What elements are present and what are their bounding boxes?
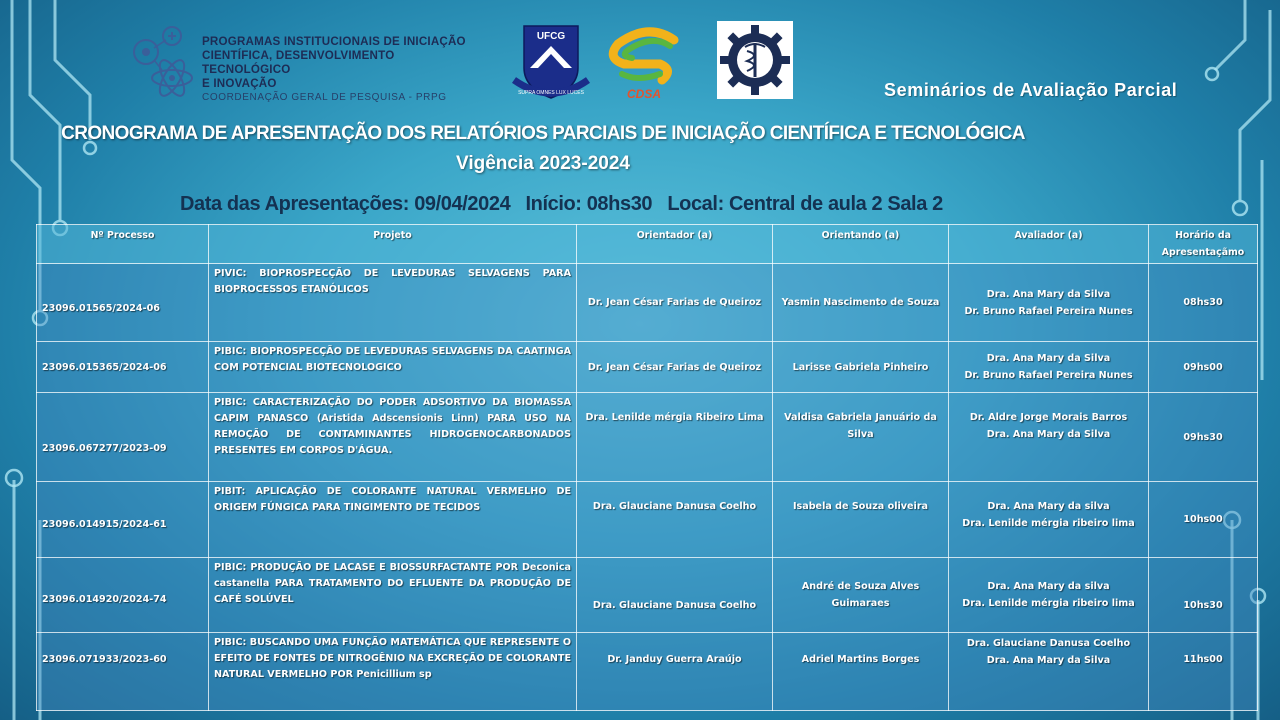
avaliador-2: Dra. Lenilde mérgia ribeiro lima: [962, 518, 1135, 529]
presentation-info: [180, 193, 953, 216]
projeto-cell: PIBIC: PRODUÇÃO DE LACASE E BIOSSURFACTANTE POR Deconica castanella PARA TRATAMENTO DO EFLUENTE DA PRODUÇÃO DE CAFÉ SOLÚVEL: [209, 558, 577, 633]
orientando-cell: Larisse Gabriela Pinheiro: [773, 342, 949, 393]
horario-cell: 09hs00: [1149, 342, 1258, 393]
table-header-row: [37, 225, 1258, 264]
avaliador-2: Dra. Ana Mary da Silva: [986, 655, 1111, 666]
horario-cell: 08hs30: [1149, 264, 1258, 342]
cdsa-text: CDSA: [626, 87, 662, 101]
header-processo: Nº Processo: [37, 225, 209, 264]
orientador-cell: Dra. Glauciane Danusa Coelho: [577, 482, 773, 558]
avaliador-1: Dra. Ana Mary da silva: [987, 581, 1110, 592]
table-row: [37, 482, 1258, 558]
horario-cell: 10hs00: [1149, 482, 1258, 558]
table-row: [37, 393, 1258, 482]
engineering-gear-logo: [717, 21, 793, 99]
orientador-cell: Dr. Jean César Farias de Queiroz: [577, 264, 773, 342]
avaliador-cell: [949, 342, 1149, 393]
avaliador-1: Dra. Ana Mary da Silva: [986, 288, 1111, 300]
presentation-location: Local: Central de aula 2 Sala 2: [667, 193, 943, 215]
processo-cell: 23096.01565/2024-06: [37, 264, 209, 342]
presentation-date: Data das Apresentações: 09/04/2024: [180, 193, 511, 215]
avaliador-1: Dr. Aldre Jorge Morais Barros: [969, 412, 1128, 423]
processo-cell: 23096.067277/2023-09: [37, 393, 209, 482]
horario-cell: 11hs00: [1149, 633, 1258, 711]
processo-cell: 23096.071933/2023-60: [37, 633, 209, 711]
avaliador-2: Dra. Lenilde mérgia ribeiro lima: [962, 598, 1135, 609]
header-orientador: Orientador (a): [577, 225, 773, 264]
avaliador-cell: [949, 482, 1149, 558]
ufcg-text: UFCG: [536, 31, 566, 42]
avaliador-1: Dra. Ana Mary da Silva: [986, 353, 1111, 364]
avaliador-2: Dra. Ana Mary da Silva: [986, 429, 1111, 440]
avaliador-cell: [949, 558, 1149, 633]
projeto-cell: PIBIC: CARACTERIZAÇÃO DO PODER ADSORTIVO DA BIOMASSA CAPIM PANASCO (Aristida Adscensionis Linn) PARA USO NA REMOÇÃO DE CONTAMINANTES HIDROGENOCARBONADOS PRESENTES EM CORPOS D'ÁGUA.: [209, 393, 577, 482]
horario-cell: 09hs30: [1149, 393, 1258, 482]
science-atom-icon: [128, 22, 198, 100]
projeto-cell: PIBIC: BUSCANDO UMA FUNÇÃO MATEMÁTICA QUE REPRESENTE O EFEITO DE FONTES DE NITROGÊNIO NA EXCREÇÃO DE COLORANTE NATURAL VERMELHO POR Penicillium sp: [209, 633, 577, 711]
schedule-table: [36, 224, 1258, 711]
header-horario: Horário da Apresentaçãmo: [1149, 225, 1258, 264]
avaliador-cell: [949, 393, 1149, 482]
orientando-cell: Valdisa Gabriela Januário da Silva: [773, 393, 949, 482]
processo-cell: 23096.014920/2024-74: [37, 558, 209, 633]
gear-icon: [717, 21, 793, 99]
table-row: [37, 264, 1258, 342]
header-projeto: Projeto: [209, 225, 577, 264]
vigencia-label: Vigência 2023-2024: [456, 153, 630, 174]
orientando-cell: Adriel Martins Borges: [773, 633, 949, 711]
avaliador-cell: [949, 264, 1149, 342]
table-row: [37, 342, 1258, 393]
projeto-cell: PIBIC: BIOPROSPECÇÃO DE LEVEDURAS SELVAGENS DA CAATINGA COM POTENCIAL BIOTECNOLOGICO: [209, 342, 577, 393]
logo-line-2: CIENTÍFICA, DESENVOLVIMENTO TECNOLÓGICO: [202, 49, 395, 76]
table-row: [37, 558, 1258, 633]
presentation-start: Início: 08hs30: [525, 193, 653, 215]
header-avaliador: Avaliador (a): [949, 225, 1149, 264]
header-orientando: Orientando (a): [773, 225, 949, 264]
processo-cell: 23096.014915/2024-61: [37, 482, 209, 558]
orientando-cell: Yasmin Nascimento de Souza: [773, 264, 949, 342]
table-row: [37, 633, 1258, 711]
cdsa-logo: [604, 24, 684, 102]
avaliador-cell: [949, 633, 1149, 711]
logo-subtitle: COORDENAÇÃO GERAL DE PESQUISA - PRPG: [202, 92, 447, 103]
projeto-cell: PIVIC: BIOPROSPECÇÃO DE LEVEDURAS SELVAGENS PARA BIOPROCESSOS ETANÓLICOS: [209, 264, 577, 342]
avaliador-2: Dr. Bruno Rafael Pereira Nunes: [964, 305, 1133, 317]
ufcg-motto: SUPRA OMNES LUX LUCES: [518, 90, 584, 96]
pibic-logo: [128, 22, 478, 103]
orientando-cell: André de Souza Alves Guimaraes: [773, 558, 949, 633]
orientador-cell: Dr. Jean César Farias de Queiroz: [577, 342, 773, 393]
ufcg-logo: [512, 24, 590, 100]
seminar-label: Seminários de Avaliação Parcial: [884, 80, 1178, 100]
orientando-cell: Isabela de Souza oliveira: [773, 482, 949, 558]
orientador-cell: Dr. Janduy Guerra Araújo: [577, 633, 773, 711]
logo-line-1: PROGRAMAS INSTITUCIONAIS DE INICIAÇÃO: [202, 35, 466, 48]
projeto-cell: PIBIT: APLICAÇÃO DE COLORANTE NATURAL VERMELHO DE ORIGEM FÚNGICA PARA TINGIMENTO DE TECIDOS: [209, 482, 577, 558]
orientador-cell: Dra. Lenilde mérgia Ribeiro Lima: [577, 393, 773, 482]
logo-line-3: E INOVAÇÃO: [202, 77, 277, 90]
avaliador-1: Dra. Ana Mary da silva: [987, 501, 1110, 512]
avaliador-1: Dra. Glauciane Danusa Coelho: [966, 638, 1131, 649]
orientador-cell: Dra. Glauciane Danusa Coelho: [577, 558, 773, 633]
page-title: CRONOGRAMA DE APRESENTAÇÃO DOS RELATÓRIOS PARCIAIS DE INICIAÇÃO CIENTÍFICA E TECNOLÓGICA: [61, 123, 1025, 144]
horario-cell: 10hs30: [1149, 558, 1258, 633]
processo-cell: 23096.015365/2024-06: [37, 342, 209, 393]
avaliador-2: Dr. Bruno Rafael Pereira Nunes: [964, 370, 1133, 381]
